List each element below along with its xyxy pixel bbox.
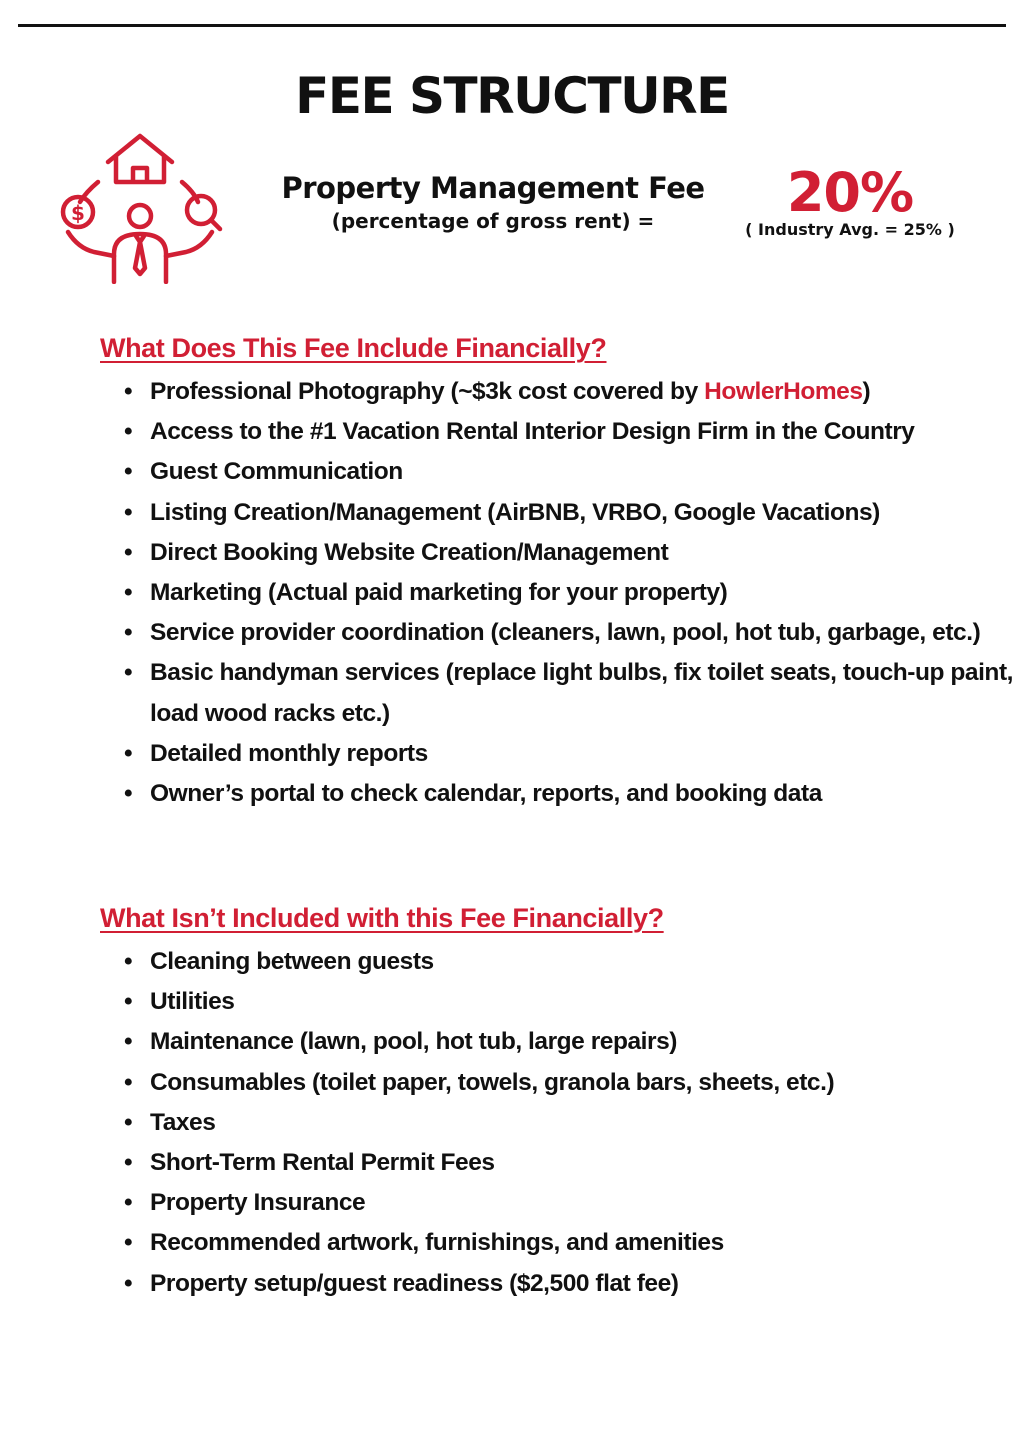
list-item-text: Owner’s portal to check calendar, reports, and booking data bbox=[150, 780, 822, 808]
fee-label-subtitle: (percentage of gross rent) = bbox=[331, 209, 655, 233]
list-item bbox=[122, 1143, 862, 1183]
list-item-text: Professional Photography (~$3k cost covered by bbox=[150, 378, 705, 405]
list-item bbox=[122, 372, 1022, 412]
list-item bbox=[122, 452, 1022, 492]
list-item bbox=[122, 774, 1022, 814]
list-item-suffix: ) bbox=[862, 378, 871, 405]
list-item-text: Detailed monthly reports bbox=[150, 739, 428, 767]
top-divider bbox=[18, 24, 1006, 27]
list-item-text: Access to the #1 Vacation Rental Interior Design Firm in the Country bbox=[150, 418, 915, 446]
list-item bbox=[122, 982, 862, 1022]
fee-label-title: Property Management Fee bbox=[281, 171, 705, 205]
list-item-text: Property setup/guest readiness ($2,500 flat fee) bbox=[150, 1269, 679, 1297]
list-item bbox=[122, 533, 1022, 573]
list-item bbox=[122, 613, 1022, 653]
list-item-text: Taxes bbox=[150, 1108, 216, 1136]
list-item bbox=[122, 412, 1022, 452]
excluded-list bbox=[122, 942, 862, 1304]
list-item bbox=[122, 734, 1022, 774]
dollar-symbol: $ bbox=[71, 201, 85, 225]
property-manager-icon bbox=[56, 132, 224, 284]
fee-percentage: 20% bbox=[786, 161, 914, 224]
list-item-text: Service provider coordination (cleaners, lawn, pool, hot tub, garbage, etc.) bbox=[150, 619, 981, 647]
list-item bbox=[122, 1264, 862, 1304]
industry-average: ( Industry Avg. = 25% ) bbox=[745, 220, 955, 239]
included-heading: What Does This Fee Include Financially? bbox=[100, 333, 607, 363]
list-item-text: Property Insurance bbox=[150, 1189, 366, 1217]
list-item-text: Recommended artwork, furnishings, and amenities bbox=[150, 1229, 724, 1257]
list-item bbox=[122, 493, 1022, 533]
list-item bbox=[122, 1022, 862, 1062]
list-item-text: Direct Booking Website Creation/Management bbox=[150, 538, 669, 566]
fee-value-block bbox=[730, 160, 970, 240]
fee-label bbox=[262, 168, 724, 234]
included-list bbox=[122, 372, 1022, 814]
list-item bbox=[122, 1223, 862, 1263]
list-item bbox=[122, 653, 1022, 733]
list-item-text: Guest Communication bbox=[150, 458, 403, 486]
brand-name: HowlerHomes bbox=[704, 378, 863, 405]
list-item-text: Listing Creation/Management (AirBNB, VRBO, Google Vacations) bbox=[150, 498, 880, 526]
list-item-text: Consumables (toilet paper, towels, granola bars, sheets, etc.) bbox=[150, 1068, 835, 1096]
list-item-text: Short-Term Rental Permit Fees bbox=[150, 1149, 495, 1177]
list-item-text: Utilities bbox=[150, 988, 235, 1016]
list-item-text: Marketing (Actual paid marketing for your property) bbox=[150, 579, 728, 607]
excluded-heading: What Isn’t Included with this Fee Financially? bbox=[100, 903, 664, 933]
list-item-text: Basic handyman services (replace light bulbs, fix toilet seats, touch-up paint, load wood racks etc.) bbox=[150, 659, 1014, 727]
house-icon bbox=[108, 136, 172, 182]
list-item bbox=[122, 942, 862, 982]
list-item bbox=[122, 573, 1022, 613]
list-item-text: Maintenance (lawn, pool, hot tub, large repairs) bbox=[150, 1028, 677, 1056]
list-item bbox=[122, 1063, 862, 1103]
list-item-text: Cleaning between guests bbox=[150, 948, 434, 975]
page-title: FEE STRUCTURE bbox=[295, 67, 729, 125]
list-item bbox=[122, 1183, 862, 1223]
list-item bbox=[122, 1103, 862, 1143]
